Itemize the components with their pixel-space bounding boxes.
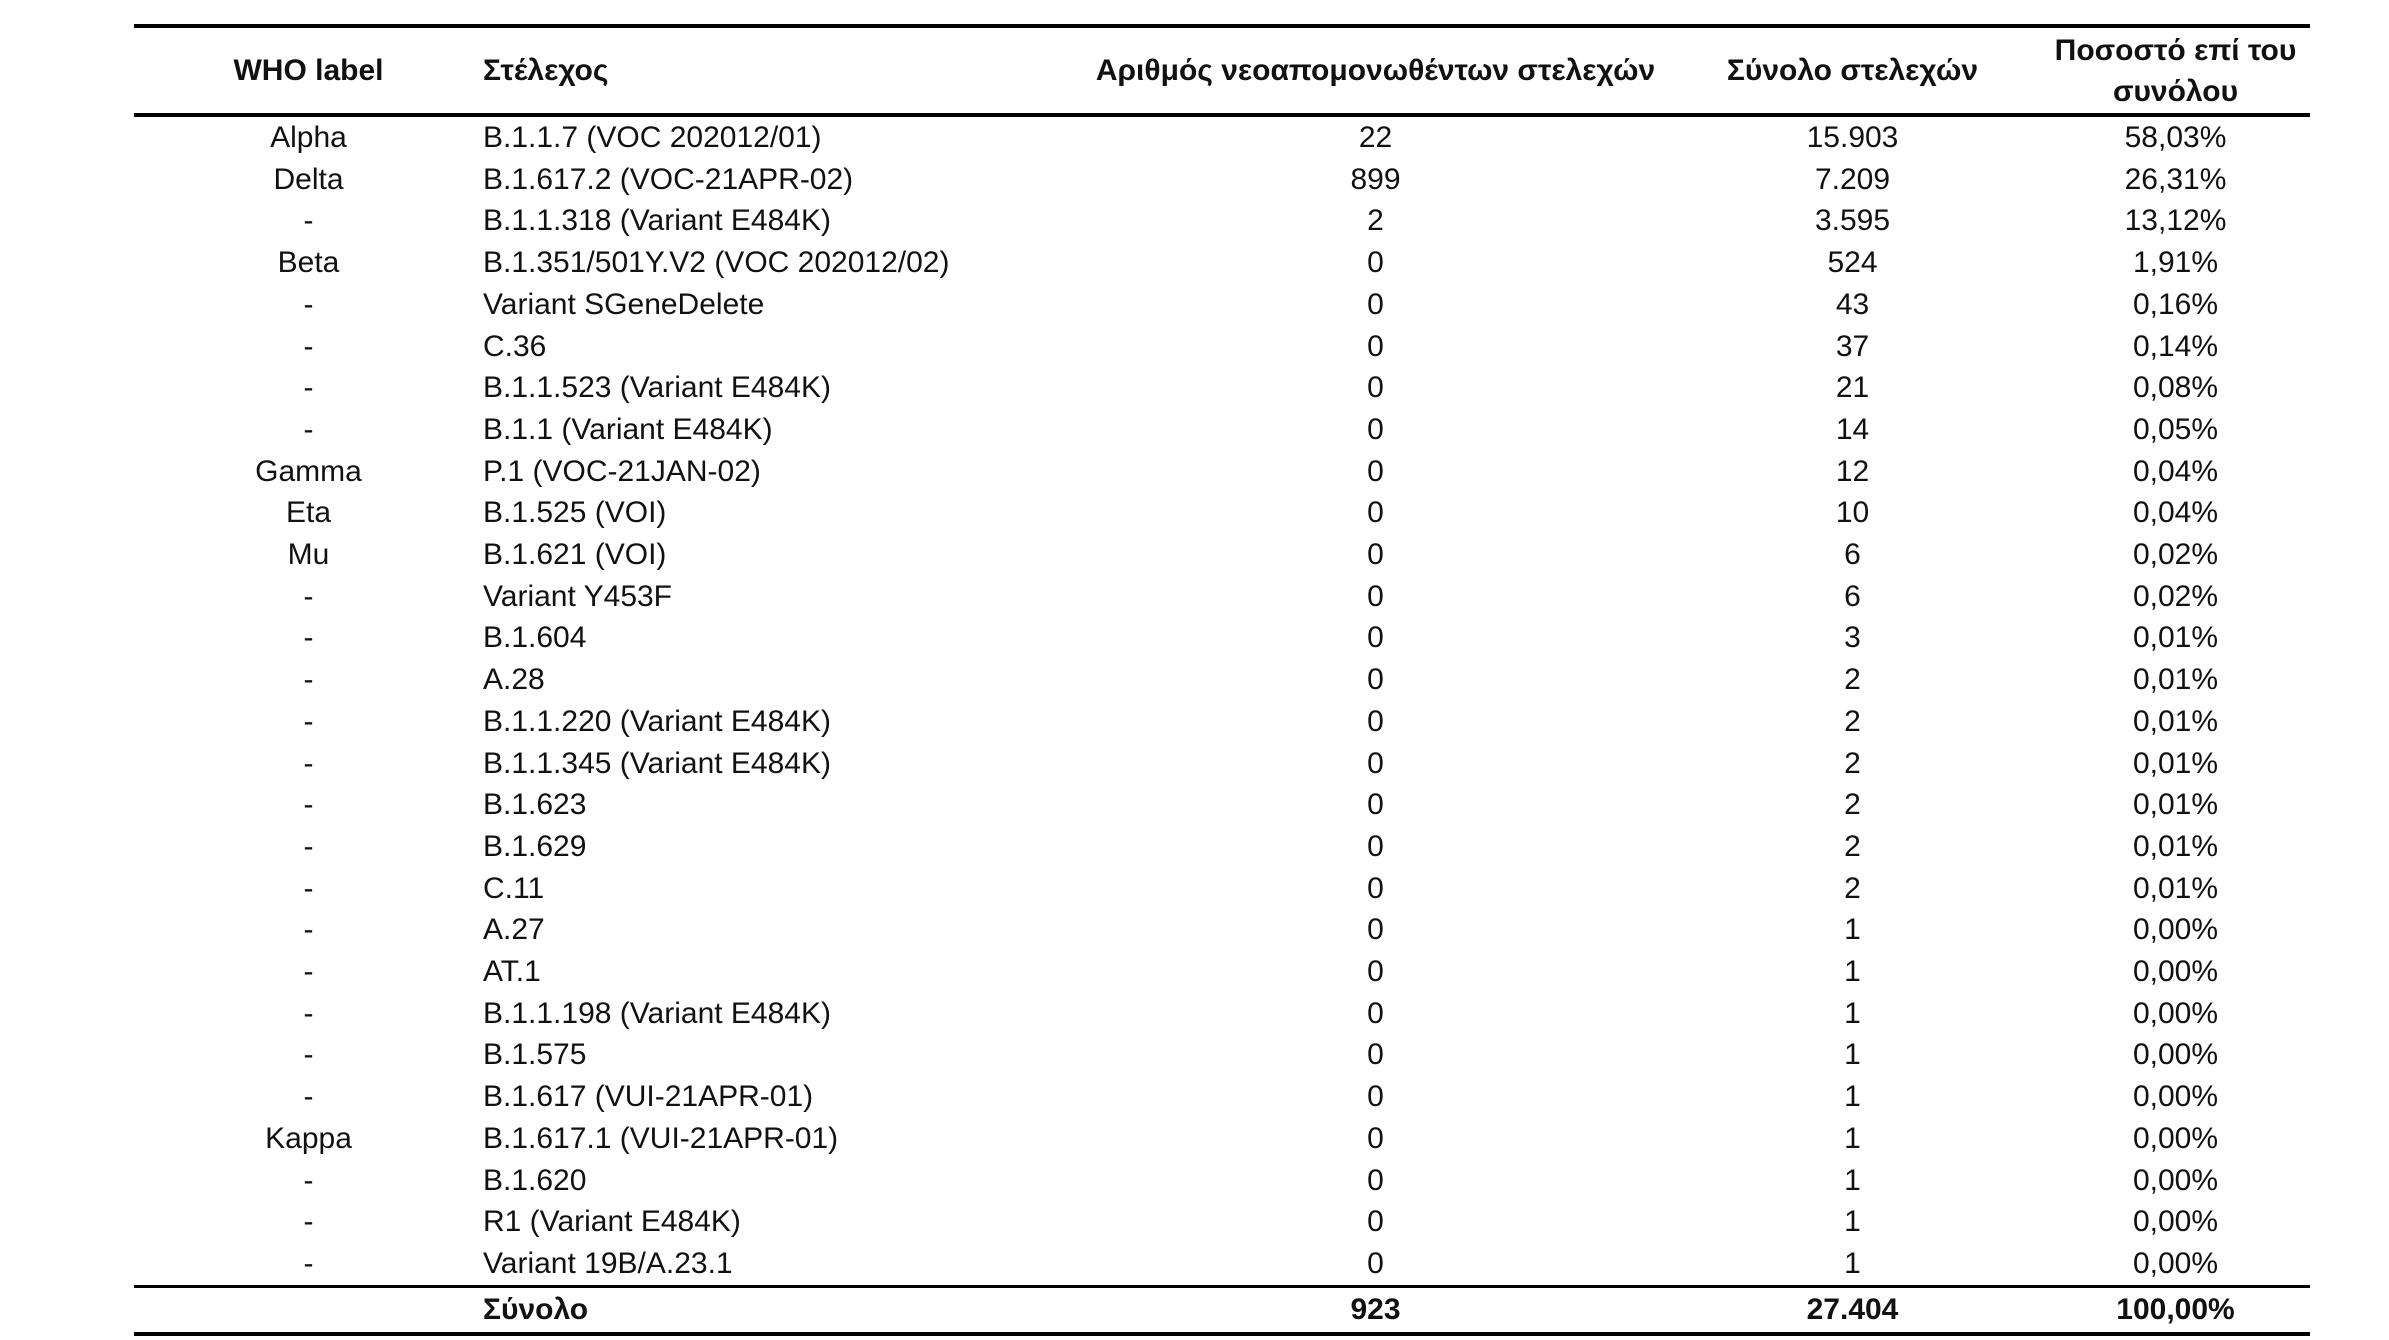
cell-new-isolates: 0	[1367, 287, 1384, 321]
cell-total-strains: 2	[1844, 871, 1861, 905]
cell-percentage: 0,05%	[2132, 412, 2219, 446]
cell-who-label: -	[303, 788, 314, 822]
cell-total-strains: 1	[1844, 955, 1861, 989]
table-row	[134, 451, 2310, 493]
cell-strain: A.28	[483, 663, 545, 697]
cell-who-label: Mu	[287, 538, 330, 572]
cell-percentage: 0,00%	[2132, 1038, 2219, 1072]
cell-percentage: 0,01%	[2132, 871, 2219, 905]
cell-new-isolates: 0	[1367, 579, 1384, 613]
table-row	[134, 159, 2310, 201]
cell-total-strains: 1	[1844, 996, 1861, 1030]
cell-total-strains: 1	[1844, 913, 1861, 947]
cell-new-isolates: 2	[1367, 204, 1384, 238]
cell-new-isolates: 0	[1367, 704, 1384, 738]
cell-who-label: -	[303, 704, 314, 738]
cell-strain: B.1.351/501Y.V2 (VOC 202012/02)	[483, 246, 950, 280]
cell-new-isolates: 0	[1367, 663, 1384, 697]
cell-new-isolates: 0	[1367, 454, 1384, 488]
cell-who-label: Eta	[285, 496, 332, 530]
table-body	[134, 115, 2310, 1286]
cell-strain: AT.1	[483, 955, 541, 989]
cell-strain: B.1.1 (Variant E484K)	[483, 412, 773, 446]
table-row	[134, 1160, 2310, 1202]
table-row	[134, 326, 2310, 368]
cell-percentage: 0,00%	[2132, 1246, 2219, 1280]
table-row	[134, 534, 2310, 576]
cell-strain: B.1.617 (VUI-21APR-01)	[483, 1080, 814, 1114]
cell-total-strains: 7.209	[1814, 162, 1891, 196]
cell-total-strains: 10	[1835, 496, 1870, 530]
table-row	[134, 284, 2310, 326]
cell-total-strains: 524	[1827, 246, 1878, 280]
cell-strain: B.1.525 (VOI)	[483, 496, 667, 530]
table-row	[134, 576, 2310, 618]
cell-who-label: Kappa	[265, 1121, 352, 1155]
table-footer	[134, 1286, 2310, 1334]
cell-new-isolates: 0	[1367, 1121, 1384, 1155]
cell-total-strains: 2	[1844, 746, 1861, 780]
cell-new-isolates: 0	[1367, 412, 1384, 446]
cell-strain: B.1.629	[483, 829, 587, 863]
cell-percentage: 0,00%	[2132, 913, 2219, 947]
table-row	[134, 115, 2310, 159]
cell-strain: B.1.604	[483, 621, 587, 655]
cell-strain: B.1.1.345 (Variant E484K)	[483, 746, 831, 780]
cell-percentage: 1,91%	[2132, 246, 2219, 280]
cell-percentage: 13,12%	[2124, 204, 2227, 238]
table-row	[134, 743, 2310, 785]
cell-percentage: 58,03%	[2124, 121, 2227, 154]
cell-new-isolates: 0	[1367, 913, 1384, 947]
cell-total-strains: 15.903	[1806, 121, 1899, 154]
cell-who-label: -	[303, 1205, 314, 1239]
cell-new-isolates: 0	[1367, 871, 1384, 905]
cell-total-strains: 37	[1835, 329, 1870, 363]
cell-who-label: Delta	[273, 162, 344, 196]
cell-total-strains: 1	[1844, 1205, 1861, 1239]
cell-percentage: 0,00%	[2132, 1080, 2219, 1114]
variants-table	[134, 24, 2310, 1336]
cell-who-label: -	[303, 663, 314, 697]
cell-total-strains: 1	[1844, 1038, 1861, 1072]
table-row	[134, 367, 2310, 409]
cell-new-isolates: 0	[1367, 746, 1384, 780]
cell-strain: Variant Y453F	[483, 579, 673, 613]
table-row	[134, 868, 2310, 910]
cell-percentage: 0,00%	[2132, 955, 2219, 989]
cell-new-isolates: 0	[1367, 1246, 1384, 1280]
cell-new-isolates: 0	[1367, 246, 1384, 280]
cell-new-isolates: 0	[1367, 538, 1384, 572]
cell-new-isolates: 0	[1367, 329, 1384, 363]
cell-total-strains: 1	[1844, 1080, 1861, 1114]
cell-percentage: 0,01%	[2132, 788, 2219, 822]
cell-strain: Variant SGeneDelete	[483, 287, 765, 321]
table-row	[134, 951, 2310, 993]
table-row	[134, 492, 2310, 534]
cell-total-strains: 2	[1844, 663, 1861, 697]
cell-total-strains: 2	[1844, 704, 1861, 738]
cell-who-label: -	[303, 329, 314, 363]
cell-strain: B.1.1.198 (Variant E484K)	[483, 996, 831, 1030]
cell-new-isolates: 0	[1367, 496, 1384, 530]
cell-strain: C.36	[483, 329, 547, 363]
cell-who-label: Gamma	[255, 454, 362, 488]
total-strains: 27.404	[1664, 1286, 2041, 1334]
cell-who-label: -	[303, 371, 314, 405]
cell-total-strains: 6	[1844, 579, 1861, 613]
cell-new-isolates: 0	[1367, 996, 1384, 1030]
cell-strain: B.1.623	[483, 788, 587, 822]
table-row	[134, 659, 2310, 701]
cell-new-isolates: 0	[1367, 1038, 1384, 1072]
table-row	[134, 409, 2310, 451]
cell-percentage: 0,16%	[2132, 287, 2219, 321]
cell-percentage: 26,31%	[2124, 162, 2227, 196]
cropped-text-fragment	[134, 1334, 2310, 1340]
cell-who-label: -	[303, 829, 314, 863]
table-header	[134, 26, 2310, 115]
table-row	[134, 617, 2310, 659]
header-strain: Στέλεχος	[483, 26, 1087, 115]
cell-percentage: 0,14%	[2132, 329, 2219, 363]
cell-percentage: 0,02%	[2132, 538, 2219, 572]
cell-percentage: 0,00%	[2132, 1121, 2219, 1155]
cell-new-isolates: 899	[1350, 162, 1401, 196]
table-row	[134, 701, 2310, 743]
total-label: Σύνολο	[483, 1286, 1087, 1334]
table-row	[134, 1201, 2310, 1243]
cell-percentage: 0,00%	[2132, 1205, 2219, 1239]
cell-percentage: 0,01%	[2132, 663, 2219, 697]
cell-percentage: 0,04%	[2132, 454, 2219, 488]
table-row	[134, 993, 2310, 1035]
cell-strain: C.11	[483, 871, 545, 905]
cell-who-label: -	[303, 955, 314, 989]
table-row	[134, 784, 2310, 826]
cell-percentage: 0,01%	[2132, 621, 2219, 655]
cell-who-label: Beta	[277, 246, 340, 280]
cell-strain: B.1.621 (VOI)	[483, 538, 667, 572]
cell-who-label: -	[303, 1080, 314, 1114]
cell-total-strains: 12	[1835, 454, 1870, 488]
cell-percentage: 0,01%	[2132, 829, 2219, 863]
cell-percentage: 0,08%	[2132, 371, 2219, 405]
cell-new-isolates: 0	[1367, 621, 1384, 655]
cell-total-strains: 1	[1844, 1246, 1861, 1280]
cell-percentage: 0,02%	[2132, 579, 2219, 613]
cell-who-label: -	[303, 996, 314, 1030]
cell-total-strains: 1	[1844, 1163, 1861, 1197]
cell-total-strains: 3	[1844, 621, 1861, 655]
cell-who-label: -	[303, 204, 314, 238]
header-total-strains: Σύνολο στελεχών	[1664, 26, 2041, 115]
cell-total-strains: 2	[1844, 788, 1861, 822]
cell-total-strains: 21	[1835, 371, 1870, 405]
total-new-isolates: 923	[1087, 1286, 1664, 1334]
header-who-label: WHO label	[134, 26, 483, 115]
cell-total-strains: 6	[1844, 538, 1861, 572]
cell-percentage: 0,01%	[2132, 704, 2219, 738]
cell-total-strains: 43	[1835, 287, 1870, 321]
cell-percentage: 0,01%	[2132, 746, 2219, 780]
table-row	[134, 1034, 2310, 1076]
cell-strain: B.1.1.318 (Variant E484K)	[483, 204, 831, 238]
cell-new-isolates: 0	[1367, 955, 1384, 989]
cell-strain: B.1.617.1 (VUI-21APR-01)	[483, 1121, 839, 1155]
cell-who-label: -	[303, 1163, 314, 1197]
cell-who-label: -	[303, 621, 314, 655]
cell-who-label: -	[303, 579, 314, 613]
cell-percentage: 0,04%	[2132, 496, 2219, 530]
cell-strain: B.1.1.220 (Variant E484K)	[483, 704, 831, 738]
cell-new-isolates: 0	[1367, 788, 1384, 822]
table-row	[134, 1076, 2310, 1118]
header-percentage: Ποσοστό επί του συνόλου	[2041, 26, 2310, 115]
cell-strain: P.1 (VOC-21JAN-02)	[483, 454, 761, 488]
cell-who-label: -	[303, 1246, 314, 1280]
cell-who-label: -	[303, 913, 314, 947]
cell-strain: B.1.617.2 (VOC-21APR-02)	[483, 162, 854, 196]
cell-percentage: 0,00%	[2132, 996, 2219, 1030]
cell-new-isolates: 0	[1367, 1080, 1384, 1114]
total-percentage: 100,00%	[2041, 1286, 2310, 1334]
table-row	[134, 826, 2310, 868]
cell-who-label: -	[303, 1038, 314, 1072]
cell-who-label: -	[303, 412, 314, 446]
total-who-cell	[134, 1286, 483, 1334]
table-row	[134, 1118, 2310, 1160]
cell-strain: A.27	[483, 913, 545, 947]
cell-strain: R1 (Variant E484K)	[483, 1205, 741, 1239]
header-new-isolates: Αριθμός νεοαπομονωθέντων στελεχών	[1087, 26, 1664, 115]
cell-strain: B.1.620	[483, 1163, 587, 1197]
cell-strain: B.1.1.523 (Variant E484K)	[483, 371, 831, 405]
cell-new-isolates: 0	[1367, 1205, 1384, 1239]
cell-total-strains: 14	[1835, 412, 1870, 446]
table-row	[134, 1243, 2310, 1286]
cell-who-label: -	[303, 746, 314, 780]
total-row	[134, 1286, 2310, 1334]
cell-who-label: Alpha	[270, 121, 347, 154]
cell-percentage: 0,00%	[2132, 1163, 2219, 1197]
variants-table-container	[134, 24, 2310, 1336]
cell-strain: B.1.1.7 (VOC 202012/01)	[483, 121, 822, 154]
cell-new-isolates: 0	[1367, 1163, 1384, 1197]
table-row	[134, 200, 2310, 242]
cell-new-isolates: 0	[1367, 371, 1384, 405]
cell-new-isolates: 22	[1358, 121, 1393, 154]
cell-total-strains: 3.595	[1814, 204, 1891, 238]
cell-total-strains: 1	[1844, 1121, 1861, 1155]
cell-total-strains: 2	[1844, 829, 1861, 863]
cell-new-isolates: 0	[1367, 829, 1384, 863]
table-row	[134, 242, 2310, 284]
cell-who-label: -	[303, 287, 314, 321]
cell-who-label: -	[303, 871, 314, 905]
cell-strain: B.1.575	[483, 1038, 587, 1072]
header-row	[134, 26, 2310, 115]
table-row	[134, 909, 2310, 951]
cell-strain: Variant 19B/A.23.1	[483, 1246, 733, 1280]
